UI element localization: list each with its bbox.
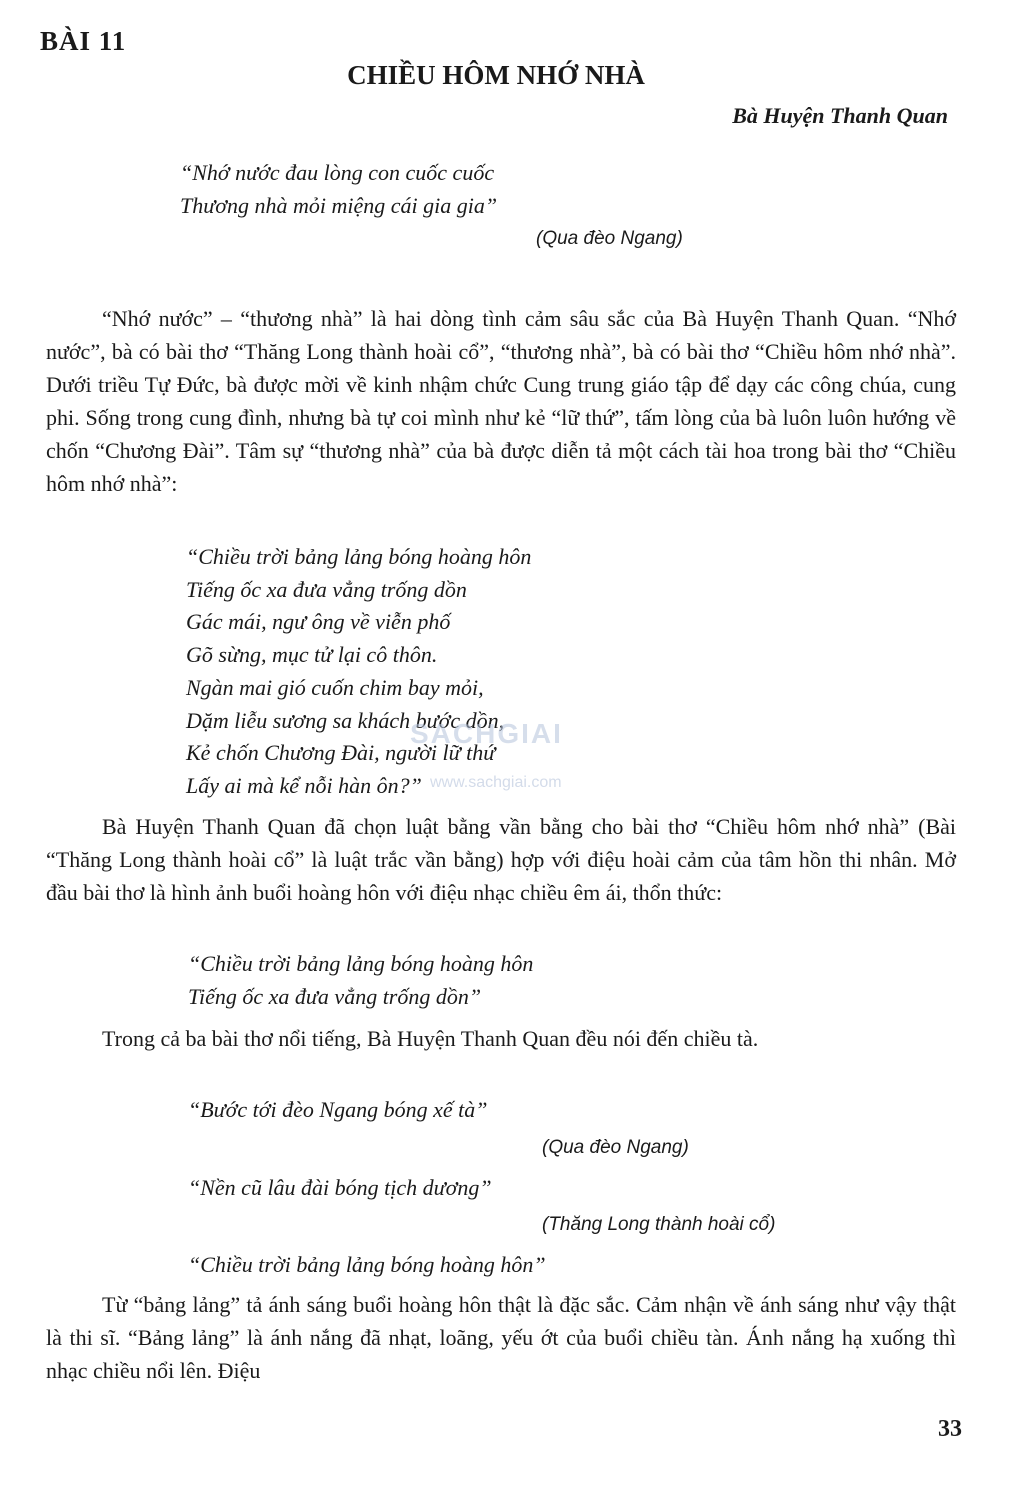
poem-line: Kẻ chốn Chương Đài, người lữ thứ [186, 740, 496, 766]
paragraph-1-text: “Nhớ nước” – “thương nhà” là hai dòng tình cảm sâu sắc của Bà Huyện Thanh Quan. “Nhớ nước”, bà có bài thơ “Thăng Long thành hoài cổ”, “thương nhà”, bà có bài thơ “Chiều hôm nhớ nhà”. Dưới triều Tự Đức, bà được mời về kinh nhậm chức Cung trung giáo tập để dạy các công chúa, cung phi. Sống trong cung đình, nhưng bà tự coi mình như kẻ “lữ thứ”, tấm lòng của bà luôn luôn hướng về chốn “Chương Đài”. Tâm sự “thương nhà” của bà được diễn tả một cách tài hoa trong bài thơ “Chiều hôm nhớ nhà”: [46, 306, 956, 496]
quote-line: “Chiều trời bảng lảng bóng hoàng hôn [188, 951, 534, 976]
quote-line: Tiếng ốc xa đưa vẳng trống dồn” [188, 983, 482, 1009]
epigraph-source: (Qua đèo Ngang) [536, 228, 683, 249]
poem-line: Dặm liễu sương sa khách bước dồn, [186, 707, 505, 733]
epigraph-line: Thương nhà mỏi miệng cái gia gia” [180, 193, 498, 218]
poem-line: Gác mái, ngư ông về viễn phố [186, 609, 451, 635]
paragraph-2 [46, 810, 956, 909]
watermark-url: www.sachgiai.com [430, 774, 562, 791]
author: Bà Huyện Thanh Quan [732, 103, 948, 128]
poem-title-text: CHIỀU HÔM NHỚ NHÀ [347, 60, 645, 90]
epigraph [180, 156, 497, 222]
paragraph-3 [46, 1022, 956, 1055]
poem-line: Ngàn mai gió cuốn chim bay mỏi, [186, 674, 484, 700]
quote-4-source: (Thăng Long thành hoài cổ) [542, 1214, 776, 1235]
paragraph-4-text: Từ “bảng lảng” tả ánh sáng buổi hoàng hôn thật là đặc sắc. Cảm nhận về ánh sáng như vậy thật là thi sĩ. “Bảng lảng” là ánh nắng đã nhạt, loãng, yếu ớt của buổi chiều tàn. Ánh nắng hạ xuống thì nhạc chiều nổi lên. Điệu [46, 1292, 956, 1383]
quote-2 [188, 948, 533, 1013]
paragraph-1 [46, 302, 956, 500]
quote-5: “Chiều trời bảng lảng bóng hoàng hôn” [188, 1252, 546, 1277]
poem-line: Lấy ai mà kể nỗi hàn ôn?” [186, 772, 422, 798]
paragraph-4 [46, 1288, 956, 1387]
quote-4: “Nền cũ lâu đài bóng tịch dương” [188, 1175, 492, 1200]
paragraph-2-text: Bà Huyện Thanh Quan đã chọn luật bằng vần bằng cho bài thơ “Chiều hôm nhớ nhà” (Bài “Thăng Long thành hoài cổ” là luật trắc vần bằng) hợp với điệu hoài cảm của tâm hồn thi nhân. Mở đầu bài thơ là hình ảnh buổi hoàng hôn với điệu nhạc chiều êm ái, thổn thức: [46, 814, 956, 905]
poem-title [0, 60, 1024, 91]
watermark-brand: SACHGIAI [410, 718, 563, 749]
poem-line: “Chiều trời bảng lảng bóng hoàng hôn [186, 544, 532, 569]
quote-3-source: (Qua đèo Ngang) [542, 1137, 689, 1158]
poem-line: Tiếng ốc xa đưa vẳng trống dồn [186, 576, 467, 602]
quote-3: “Bước tới đèo Ngang bóng xế tà” [188, 1097, 488, 1122]
paragraph-3-text: Trong cả ba bài thơ nổi tiếng, Bà Huyện Thanh Quan đều nói đến chiều tà. [102, 1026, 759, 1051]
page-number: 33 [938, 1416, 962, 1442]
poem-line: Gõ sừng, mục tử lại cô thôn. [186, 642, 438, 668]
epigraph-line: “Nhớ nước đau lòng con cuốc cuốc [180, 160, 495, 185]
lesson-number: BÀI 11 [40, 26, 127, 56]
poem-verse [186, 541, 531, 803]
